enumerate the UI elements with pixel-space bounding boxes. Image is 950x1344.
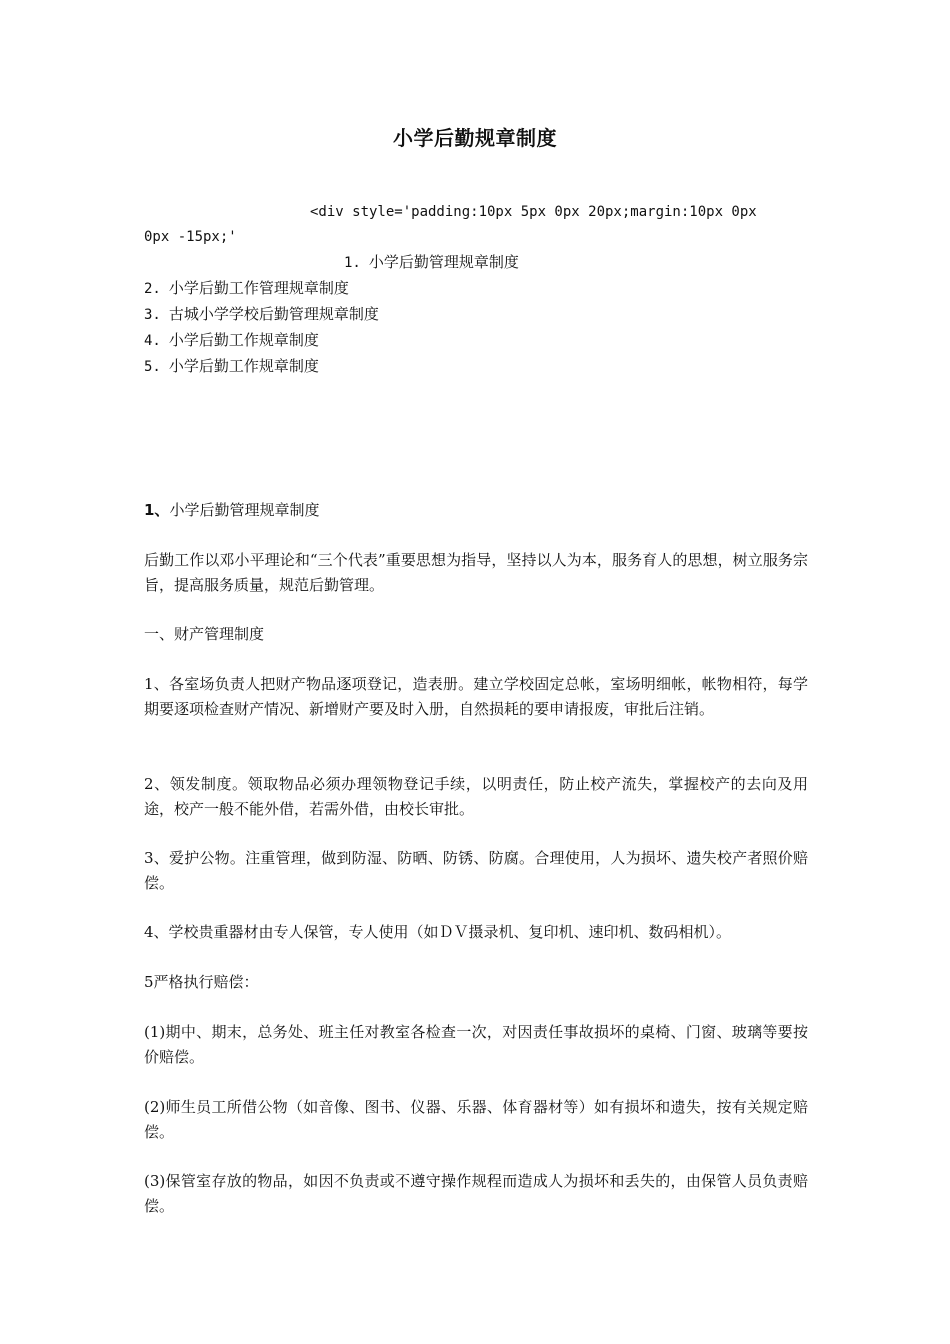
section-heading-text: 小学后勤管理规章制度	[169, 501, 320, 519]
paragraph-property-heading: 一、财产管理制度	[144, 625, 265, 643]
toc-item[interactable]	[144, 250, 824, 276]
toc-item[interactable]	[144, 354, 824, 380]
section-heading	[144, 498, 808, 523]
toc-item-text: 小学后勤工作规章制度	[168, 331, 319, 349]
code-snippet-line-1: <div style='padding:10px 5px 0px 20px;margin:10px 0px	[310, 204, 757, 220]
paragraph-sub-1: (1)期中、期末，总务处、班主任对教室各检查一次，对因责任事故损坏的桌椅、门窗、玻璃等要按价赔偿。	[144, 1023, 808, 1066]
paragraph-item-5: 5严格执行赔偿：	[144, 973, 259, 991]
toc-item[interactable]	[144, 328, 824, 354]
paragraph-item-4: 4、学校贵重器材由专人保管，专人使用（如ＤＶ摄录机、复印机、速印机、数码相机）。	[144, 923, 732, 941]
toc-item-text: 古城小学学校后勤管理规章制度	[168, 305, 379, 323]
paragraph-item-3: 3、爱护公物。注重管理，做到防湿、防晒、防锈、防腐。合理使用，人为损坏、遗失校产者照价赔偿。	[144, 849, 808, 892]
toc-item-number: 2.	[144, 281, 161, 297]
toc-item-text: 小学后勤工作规章制度	[168, 357, 319, 375]
toc-item-number: 5.	[144, 359, 161, 375]
paragraph-sub-2: (2)师生员工所借公物（如音像、图书、仪器、乐器、体育器材等）如有损坏和遗失，按有关规定赔偿。	[144, 1098, 808, 1141]
toc-item-number: 1.	[344, 255, 361, 271]
toc-item[interactable]	[144, 276, 824, 302]
toc-item-text: 小学后勤管理规章制度	[368, 253, 519, 271]
toc-item[interactable]	[144, 302, 824, 328]
code-snippet-line-2: 0px -15px;'	[144, 229, 237, 245]
document-title: 小学后勤规章制度	[393, 126, 557, 150]
table-of-contents	[144, 250, 824, 380]
paragraph-item-2: 2、领发制度。领取物品必须办理领物登记手续，以明责任，防止校产流失，掌握校产的去向及用途，校产一般不能外借，若需外借，由校长审批。	[144, 775, 808, 818]
toc-item-text: 小学后勤工作管理规章制度	[168, 279, 349, 297]
toc-item-number: 4.	[144, 333, 161, 349]
section-heading-number: 1、	[144, 501, 170, 519]
toc-item-number: 3.	[144, 307, 161, 323]
paragraph-sub-3: (3)保管室存放的物品，如因不负责或不遵守操作规程而造成人为损坏和丢失的，由保管人员负责赔偿。	[144, 1172, 808, 1215]
paragraph-intro: 后勤工作以邓小平理论和“三个代表”重要思想为指导，坚持以人为本，服务育人的思想，树立服务宗旨，提高服务质量，规范后勤管理。	[144, 551, 808, 594]
paragraph-item-1: 1、各室场负责人把财产物品逐项登记，造表册。建立学校固定总帐，室场明细帐，帐物相符，每学期要逐项检查财产情况、新增财产要及时入册，自然损耗的要申请报废，审批后注销。	[144, 675, 808, 718]
